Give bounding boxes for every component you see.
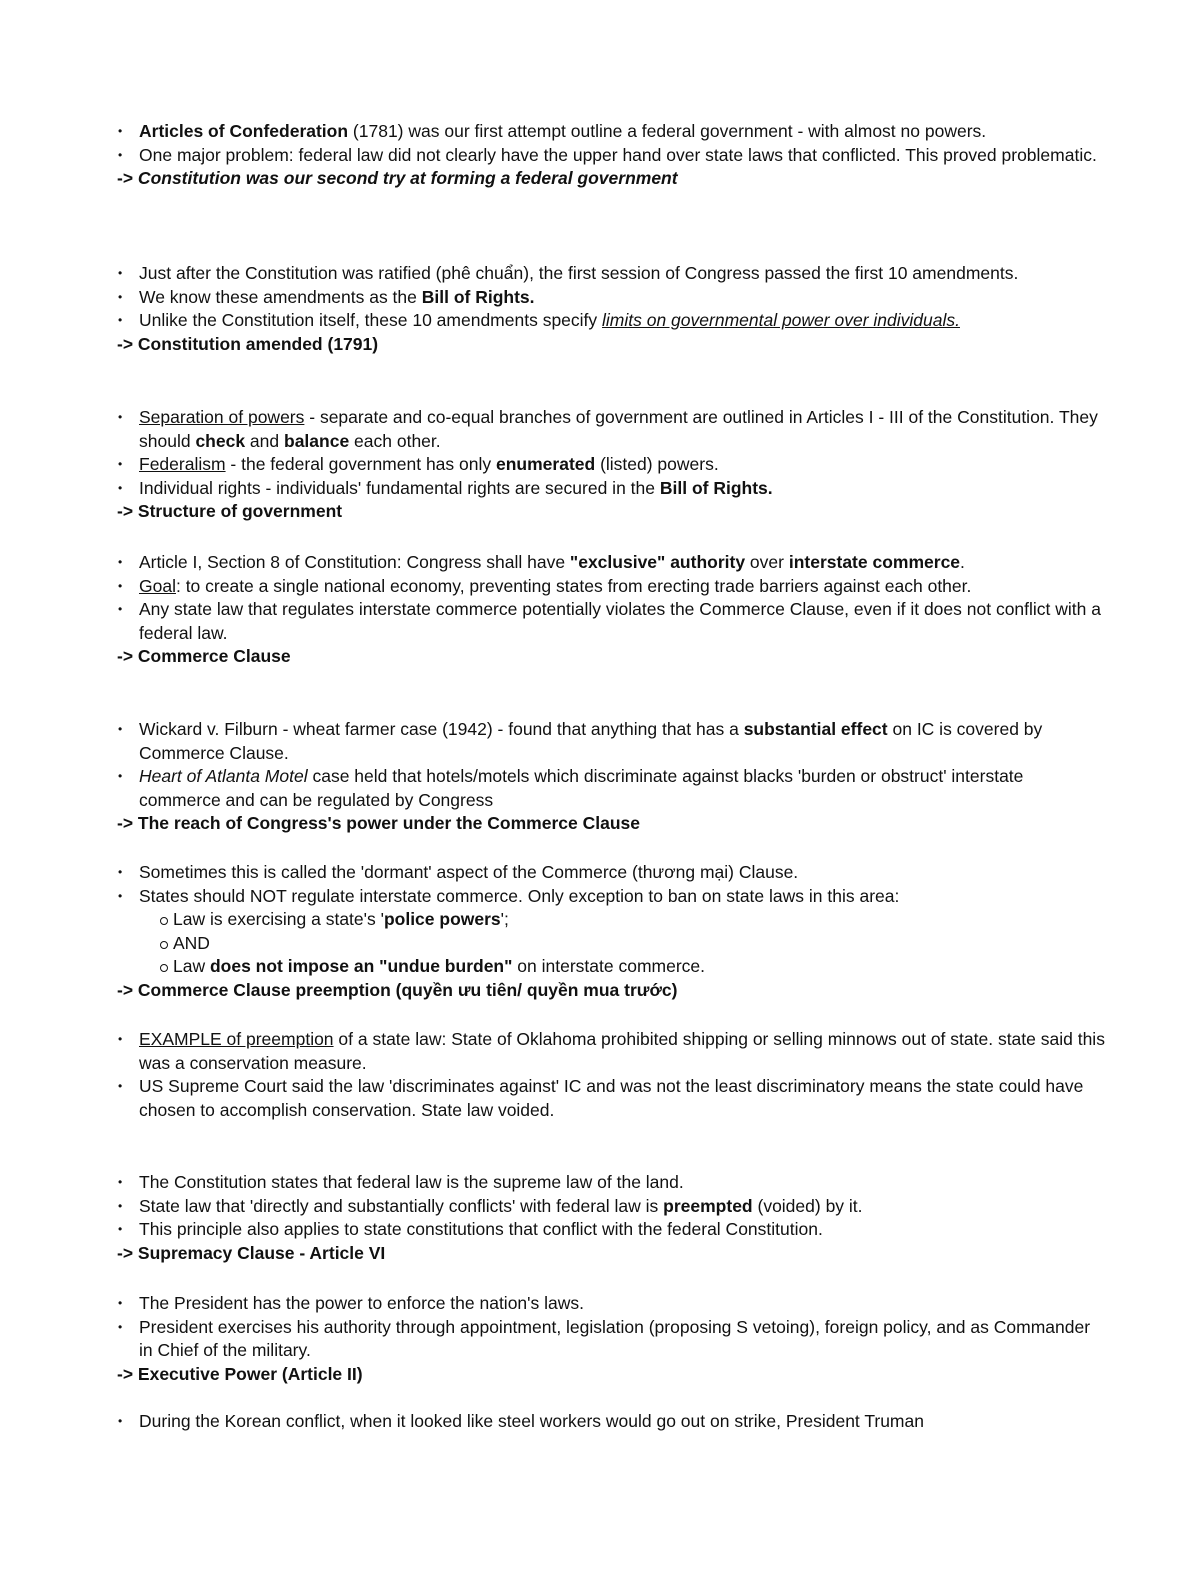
heading-text: Constitution was our second try at forming a federal government bbox=[133, 168, 678, 189]
section-heading: -> Structure of government bbox=[117, 501, 343, 522]
bullet-text: The President has the power to enforce the nation's laws. bbox=[139, 1293, 584, 1313]
bold-term: balance bbox=[284, 430, 350, 451]
bullet-text: (1781) was our first attempt outline a federal government - with almost no powers. bbox=[348, 121, 987, 141]
bullet-goal bbox=[117, 575, 1107, 599]
emphasized-text: limits on governmental power over individuals. bbox=[602, 310, 960, 331]
bullet-articles-of-confederation bbox=[117, 120, 1107, 144]
section-heading: -> Executive Power (Article II) bbox=[117, 1363, 363, 1384]
bullet-text: One major problem: federal law did not clearly have the upper hand over state laws that conflicted. This proved problematic. bbox=[139, 144, 1097, 165]
bold-term: enumerated bbox=[496, 454, 596, 475]
bullet-text: Unlike the Constitution itself, these 10 amendments specify bbox=[139, 310, 603, 331]
bullet-text: on interstate commerce. bbox=[512, 956, 705, 977]
sub-bullet-undue-burden bbox=[117, 955, 1107, 979]
bold-term: "exclusive" authority bbox=[569, 552, 746, 572]
section-heading: -> Constitution amended (1791) bbox=[117, 333, 379, 354]
section-confederation bbox=[117, 120, 1107, 191]
section-commerce-clause bbox=[117, 551, 1107, 669]
bullet-text: States should NOT regulate interstate commerce. Only exception to ban on state laws in this area: bbox=[139, 885, 900, 906]
bullet-text: The Constitution states that federal law is the supreme law of the land. bbox=[139, 1172, 684, 1192]
bullet-preempted bbox=[117, 1195, 1107, 1219]
bullet-state-law-violates bbox=[117, 598, 1107, 645]
bullet-text: Any state law that regulates interstate commerce potentially violates the Commerce Clause, even if it does not conflict with a federal law. bbox=[139, 599, 1101, 643]
underlined-term: Separation of powers bbox=[139, 407, 305, 427]
bullet-separation-of-powers bbox=[117, 406, 1107, 453]
arrow-marker: -> bbox=[117, 168, 134, 189]
section-heading: -> Supremacy Clause - Article VI bbox=[117, 1242, 386, 1263]
bold-term: does not impose an "undue burden" bbox=[209, 956, 513, 977]
section-heading: -> The reach of Congress's power under the Commerce Clause bbox=[117, 813, 640, 834]
bullet-dormant-aspect bbox=[117, 861, 1107, 885]
bullet-president-authority bbox=[117, 1316, 1107, 1363]
bullet-text: and bbox=[245, 430, 284, 451]
bullet-text: We know these amendments as the bbox=[139, 286, 422, 307]
bullet-text: During the Korean conflict, when it looked like steel workers would go out on strike, President Truman bbox=[139, 1411, 924, 1431]
underlined-term: Goal bbox=[139, 575, 176, 596]
underlined-term: EXAMPLE of preemption bbox=[139, 1029, 334, 1049]
bullet-text: . bbox=[960, 552, 965, 572]
bullet-state-constitutions bbox=[117, 1218, 1107, 1242]
bullet-example-oklahoma bbox=[117, 1028, 1107, 1075]
sub-bullet-and bbox=[117, 932, 1107, 956]
bullet-federalism bbox=[117, 453, 1107, 477]
section-heading: -> Commerce Clause bbox=[117, 646, 291, 667]
underlined-term: Federalism bbox=[139, 454, 226, 475]
bold-term: police powers bbox=[383, 909, 501, 930]
bullet-individual-rights bbox=[117, 477, 1107, 501]
bullet-text: of a state law: State of Oklahoma prohibited shipping or selling minnows out of state. state said this was a conservation measure. bbox=[139, 1029, 1105, 1073]
bullet-text: (voided) by it. bbox=[752, 1195, 863, 1216]
bullet-article-i-section-8 bbox=[117, 551, 1107, 575]
bold-term: check bbox=[195, 430, 246, 451]
sub-bullet-police-powers bbox=[117, 908, 1107, 932]
bullet-text: : to create a single national economy, preventing states from erecting trade barriers against each other. bbox=[175, 575, 972, 596]
bullet-supreme-law bbox=[117, 1171, 1107, 1195]
bullet-major-problem bbox=[117, 144, 1107, 168]
section-commerce-preemption bbox=[117, 861, 1107, 1003]
bullet-text: Article I, Section 8 of Constitution: Congress shall have bbox=[139, 552, 570, 572]
section-korean-conflict bbox=[117, 1410, 1107, 1434]
bullet-supreme-court bbox=[117, 1075, 1107, 1122]
bold-term: substantial effect bbox=[743, 719, 888, 739]
section-heading bbox=[117, 167, 1107, 191]
section-executive-power bbox=[117, 1292, 1107, 1386]
section-preemption-example bbox=[117, 1028, 1107, 1122]
bullet-text: case held that hotels/motels which discriminate against blacks 'burden or obstruct' interstate commerce and can be regulated by Congress bbox=[139, 766, 1024, 810]
section-constitution-amended bbox=[117, 262, 1107, 356]
bullet-text: Law is exercising a state's ' bbox=[173, 909, 384, 930]
bullet-text: - the federal government has only bbox=[225, 454, 496, 475]
bullet-text: each other. bbox=[349, 430, 441, 451]
italic-case-name: Heart of Atlanta Motel bbox=[139, 766, 308, 787]
section-heading: -> Commerce Clause preemption (quyền ưu tiên/ quyền mua trước) bbox=[117, 979, 678, 1000]
bullet-ratified bbox=[117, 262, 1107, 286]
bold-term: Bill of Rights. bbox=[659, 477, 773, 498]
bullet-text: '; bbox=[500, 909, 509, 930]
section-structure-of-government bbox=[117, 406, 1107, 524]
section-reach-of-congress bbox=[117, 718, 1107, 836]
bold-term: interstate commerce bbox=[788, 552, 961, 572]
bullet-text: on IC is covered by Commerce Clause. bbox=[139, 719, 1043, 763]
bullet-text: Law bbox=[173, 956, 210, 977]
bullet-text: This principle also applies to state constitutions that conflict with the federal Constitution. bbox=[139, 1219, 823, 1240]
bold-term: preempted bbox=[663, 1195, 753, 1216]
bullet-text: Wickard v. Filburn - wheat farmer case (1942) - found that anything that has a bbox=[139, 719, 744, 739]
bullet-text: over bbox=[745, 552, 789, 572]
bullet-text: Individual rights - individuals' fundamental rights are secured in the bbox=[139, 477, 660, 498]
bullet-text: - separate and co-equal branches of government are outlined in Articles I - III of the Constitution. They should bbox=[139, 407, 1098, 451]
bullet-bill-of-rights bbox=[117, 286, 1107, 310]
bullet-text: Just after the Constitution was ratified (phê chuẩn), the first session of Congress passed the first 10 amendments. bbox=[139, 263, 1019, 283]
bullet-text: President exercises his authority through appointment, legislation (proposing S vetoing), foreign policy, and as Commander in Chief of the military. bbox=[139, 1316, 1091, 1361]
bullet-text: (listed) powers. bbox=[595, 454, 719, 475]
bullet-text: US Supreme Court said the law 'discriminates against' IC and was not the least discriminatory means the state could have chosen to accomplish conservation. State law voided. bbox=[139, 1076, 1084, 1120]
bullet-heart-of-atlanta bbox=[117, 765, 1107, 812]
bullet-text: Sometimes this is called the 'dormant' aspect of the Commerce (thương mại) Clause. bbox=[139, 862, 799, 882]
bullet-text: AND bbox=[173, 932, 210, 953]
section-supremacy-clause bbox=[117, 1171, 1107, 1265]
bullet-text: State law that 'directly and substantially conflicts' with federal law is bbox=[139, 1195, 664, 1216]
bullet-korean-conflict bbox=[117, 1410, 1107, 1434]
bullet-president-enforce bbox=[117, 1292, 1107, 1316]
bold-term: Articles of Confederation bbox=[139, 121, 349, 141]
bullet-wickard-v-filburn bbox=[117, 718, 1107, 765]
bold-term: Bill of Rights. bbox=[421, 286, 535, 307]
bullet-limits bbox=[117, 309, 1107, 333]
bullet-states-should-not bbox=[117, 885, 1107, 909]
